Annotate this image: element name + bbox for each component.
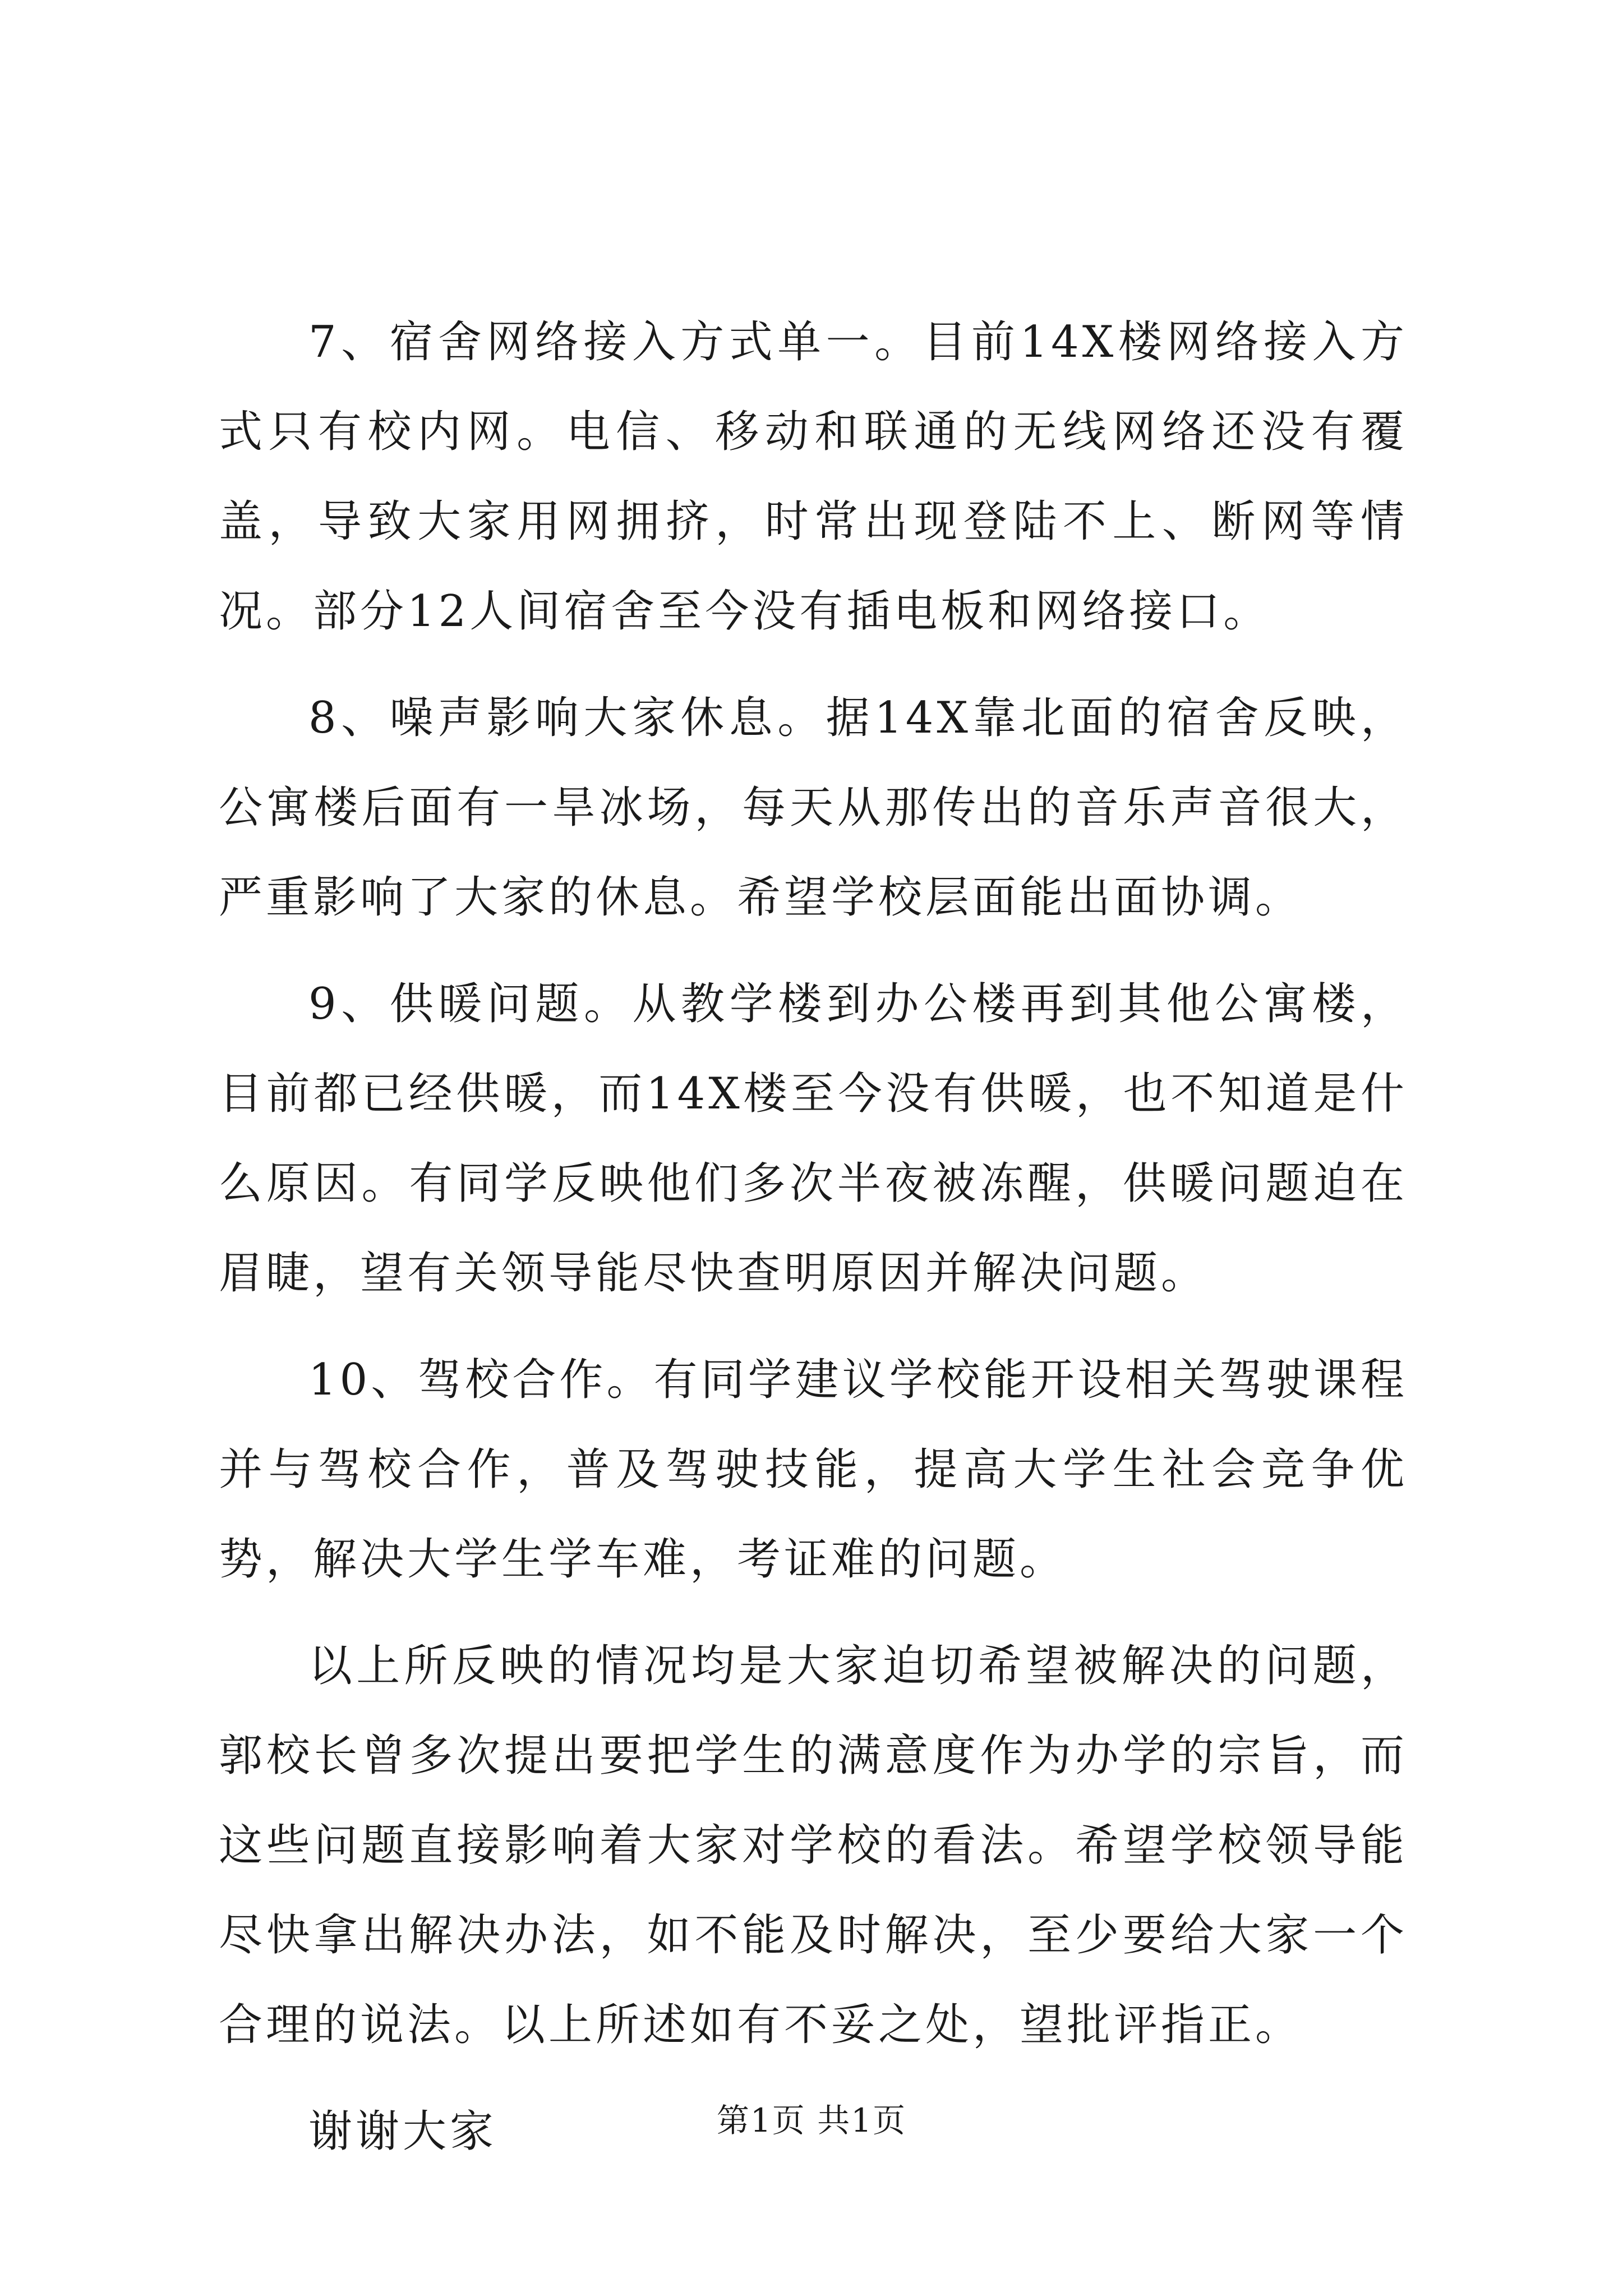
paragraph-thanks: 谢谢大家 (308, 2106, 497, 2157)
page-footer: 第1页 共1页 (716, 2101, 907, 2139)
paragraph-driving-school: 10、驾校合作。有同学建议学校能开设相关驾驶课程并与驾校合作，普及驾驶技能，提高大学生社会竞争优势，解决大学生学车难，考证难的问题。 (219, 1355, 1408, 1585)
document-body (219, 297, 1408, 2193)
paragraph-network: 7、宿舍网络接入方式单一。目前14X楼网络接入方式只有校内网。电信、移动和联通的无线网络还没有覆盖，导致大家用网拥挤，时常出现登陆不上、断网等情况。部分12人间宿舍至今没有插电板和网络接口。 (219, 317, 1408, 637)
paragraph-heating: 9、供暖问题。从教学楼到办公楼再到其他公寓楼，目前都已经供暖，而14X楼至今没有供暖，也不知道是什么原因。有同学反映他们多次半夜被冻醒，供暖问题迫在眉睫，望有关领导能尽快查明原因并解决问题。 (219, 979, 1408, 1299)
paragraph-conclusion: 以上所反映的情况均是大家迫切希望被解决的问题，郭校长曾多次提出要把学生的满意度作为办学的宗旨，而这些问题直接影响着大家对学校的看法。希望学校领导能尽快拿出解决办法，如不能及时解决，至少要给大家一个合理的说法。以上所述如有不妥之处，望批评指正。 (219, 1641, 1408, 2050)
paragraph-noise: 8、噪声影响大家休息。据14X靠北面的宿舍反映，公寓楼后面有一旱冰场，每天从那传出的音乐声音很大，严重影响了大家的休息。希望学校层面能出面协调。 (219, 693, 1408, 923)
